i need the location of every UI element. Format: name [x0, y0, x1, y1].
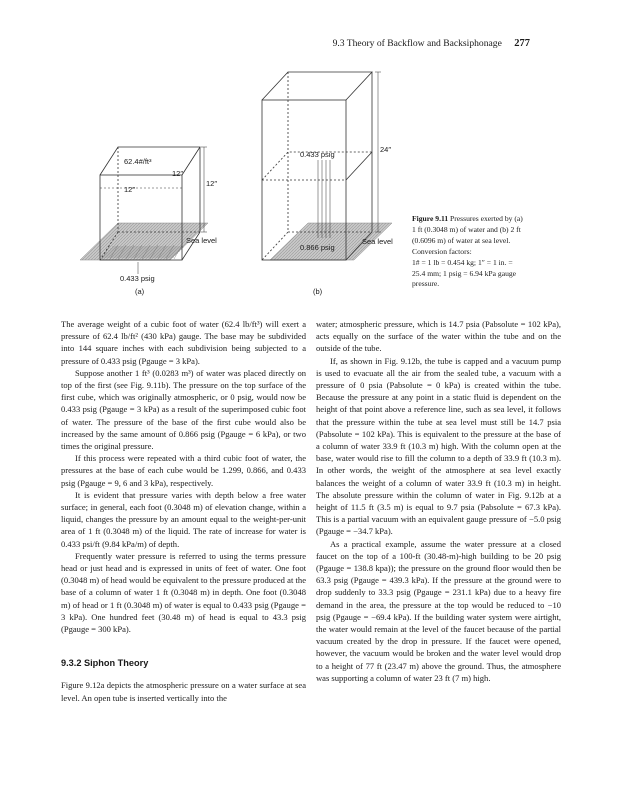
panel-label-a: (a) — [135, 287, 145, 296]
cube-depth-label: 12″ — [172, 169, 183, 178]
paragraph: Suppose another 1 ft³ (0.0283 m³) of water was placed directly on top of the first (see Fig. 9.11b). The pressure on the top surface of the first cube, which was originally atmospheric, or 0 psig, would now be 0.433 psig (Pgauge = 3 kPa) as a result of the superimposed cubic foot of water. The pressure of the base of the first cube would also be increased by the same amount of 0.866 psig (Pgauge = 6 kPa), or two times the original pressure. — [61, 367, 306, 452]
caption-text: Pressures exerted by (a) 1 ft (0.3048 m) of water and (b) 2 ft (0.6096 m) of water at sea level. — [412, 214, 523, 245]
caption-conversion-line-1: 1# = 1 lb = 0.454 kg; 1″ = 1 in. = — [412, 257, 513, 267]
caption-figure-label: Figure 9.11 — [412, 214, 449, 223]
sea-level-label-b: Sea level — [362, 237, 393, 246]
column-height-label: 24″ — [380, 145, 391, 154]
figure-caption — [412, 214, 524, 290]
paragraph: Figure 9.12a depicts the atmospheric pressure on a water surface at sea level. An open tube is inserted vertically into the — [61, 680, 306, 703]
caption-conversion-title: Conversion factors: — [412, 246, 472, 256]
header-section-title: 9.3 Theory of Backflow and Backsiphonage — [332, 38, 502, 49]
panel-label-b: (b) — [313, 287, 323, 296]
caption-conversion-line-3: pressure. — [412, 279, 440, 289]
base-pressure-label-a: 0.433 psig — [120, 274, 155, 283]
lower-pressure-label: 0.866 psig — [300, 243, 335, 252]
figure-panel-b — [262, 72, 393, 296]
figure-9-11 — [0, 0, 619, 320]
cube-height-label: 12″ — [206, 179, 217, 188]
paragraph: The average weight of a cubic foot of water (62.4 lb/ft³) will exert a pressure of 62.4 lb/ft² (430 kPa) gauge. The base may be subdivided into 144 square inches with each subdivision being subjected to a pressure of 0.433 psig (Pgauge = 3 kPa). — [61, 319, 306, 366]
sea-level-label-a: Sea level — [186, 236, 217, 245]
page-number: 277 — [514, 38, 530, 49]
paragraph: water; atmospheric pressure, which is 14.7 psia (Pabsolute = 102 kPa), acts equally on the surface of the water within the tube and on the outside of the tube. — [316, 319, 561, 354]
paragraph: As a practical example, assume the water pressure at a closed faucet on the top of a 100-ft (30.48-m)-high building to be 20 psig (Pgauge = 138.8 kpa)); the pressure on the ground floor would then be 63.3 psig (Pgauge = 439.3 kPa). If the pressure at the ground were to drop suddenly to 33.3 psig (Pgauge = 231.1 kPa) due to a heavy fire demand in the area, the pressure at the top would be reduced to −10 psig (Pgauge = −69.4 kPa). If the building water system were airtight, the water would remain at the level of the faucet because of the partial vacuum created by the drop in pressure. If the faucet were opened, however, the vacuum would be broken and the water level would drop to a height of 77 ft (23.47 m) above the ground. Thus, the atmosphere was supporting a column of water 23 ft (7 m) high. — [316, 538, 561, 683]
body-column-right — [316, 318, 561, 684]
paragraph: If, as shown in Fig. 9.12b, the tube is capped and a vacuum pump is used to evacuate all the air from the sealed tube, a vacuum with a pressure of 0 psia (Pabsolute = 0 kPa) is created within the tube. Because the pressure at any point in a static fluid is dependent on the height of that point above a reference line, such as sea level, it follows that the pressure within the tube at sea level must still be 14.7 psia (Pabsolute = 102 kPa). This is equivalent to the pressure at the base of a column of water 33.9 ft (10.3 m) high. With the column open at the base, water would rise to fill the column to a depth of 33.9 ft (10.3 m). In other words, the weight of the atmosphere at sea level exactly balances the weight of a column of water 33.9 ft (10.3 m) in height. The absolute pressure within the column of water in Fig. 9.12b at a height of 11.5 ft (3.5 m) is equal to 9.7 psia (Pabsolute = 67.3 kPa). This is a partial vacuum with an equivalent gauge pressure of −5.0 psig (Pgauge = −34.7 kPa). — [316, 355, 561, 537]
cube-width-label: 12″ — [124, 185, 135, 194]
paragraph: If this process were repeated with a third cubic foot of water, the pressures at the base of each cube would be 1.299, 0.866, and 0.433 psig (Pgauge = 9, 6 and 3 kPa), respectively. — [61, 453, 306, 488]
section-heading: 9.3.2 Siphon Theory — [61, 658, 149, 669]
paragraph: It is evident that pressure varies with depth below a free water surface; in general, each foot (0.3048 m) of elevation change, within a liquid, changes the pressure by an amount equal to the weight-per-unit area of 1 ft (0.3048 m) of the liquid. The rate of increase for water is 0.433 psi/ft (9.84 kPa/m) of depth. — [61, 489, 306, 549]
body-column-left — [61, 318, 306, 704]
paragraph: Frequently water pressure is referred to using the terms pressure head or just head and is expressed in units of feet of water. One foot (0.3048 m) of head would be equivalent to the pressure produced at the base of a column of water 1 ft (0.3048 m) in depth. One foot (0.3048 m) of head or 1 ft (0.3048 m) of water is equal to 0.433 psig (Pgauge = 3 kPa). One hundred feet (30.48 m) of head is equal to 43.3 psig (Pgauge = 300 kPa). — [61, 550, 306, 635]
cube-weight-label: 62.4#/ft³ — [124, 157, 152, 166]
caption-conversion-line-2: 25.4 mm; 1 psig = 6.94 kPa gauge — [412, 268, 517, 278]
figure-panel-a — [80, 147, 217, 296]
upper-pressure-label: 0.433 psig — [300, 150, 335, 159]
